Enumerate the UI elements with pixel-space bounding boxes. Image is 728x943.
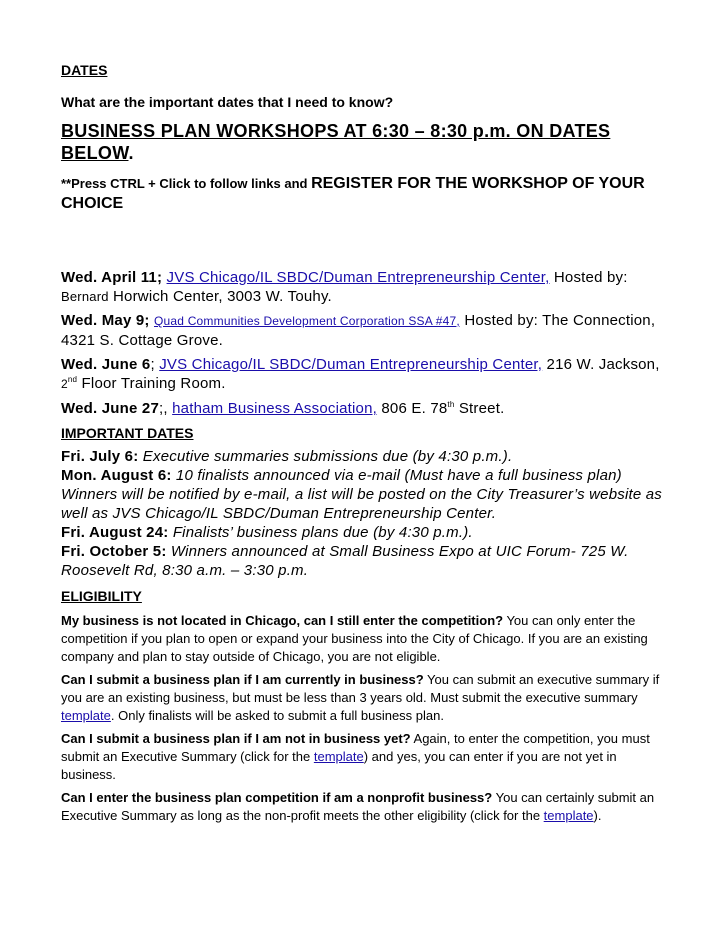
important-date-text: Finalists’ business plans due (by 4:30 p.m.). xyxy=(168,524,473,541)
event-date: Wed. April 11; xyxy=(61,269,163,286)
eligibility-answer: You can submit an executive summary if you are an existing business, but must be less than 3 years old. Must submit the executive summary xyxy=(61,672,660,705)
event-sep: ; xyxy=(150,356,155,373)
workshops-heading-text: BUSINESS PLAN WORKSHOPS AT 6:30 – 8:30 p.m. ON DATES BELOW xyxy=(61,121,611,163)
event-date: Wed. May 9; xyxy=(61,312,150,329)
event-address-sup: th xyxy=(447,400,455,409)
important-date-label: Fri. July 6: xyxy=(61,448,139,465)
event-june-27 xyxy=(61,399,673,418)
eligibility-heading: ELIGIBILITY xyxy=(61,588,142,604)
event-link-chatham[interactable]: hatham Business Association, xyxy=(172,400,378,417)
eligibility-answer: You can only enter the competition if you plan to open or expand your business into the City of Chicago. If you are an existing company and plan to stay outside of Chicago, you are not eligible. xyxy=(61,613,648,664)
event-host-label: Hosted by: The Connection, 4321 S. Cottage Grove. xyxy=(61,312,656,349)
template-link[interactable]: template xyxy=(543,808,594,823)
event-address-post: Street. xyxy=(454,400,505,417)
important-dates-list xyxy=(61,447,673,580)
event-link-jvs[interactable]: JVS Chicago/IL SBDC/Duman Entrepreneurship Center, xyxy=(166,269,550,286)
template-link[interactable]: template xyxy=(61,708,111,723)
event-april-11 xyxy=(61,268,673,306)
press-prefix: **Press CTRL + Click to follow links and xyxy=(61,176,312,191)
important-date-item xyxy=(61,466,673,523)
eligibility-answer: You can certainly submit an Executive Summary as long as the non-profit meets the other eligibility (click for the xyxy=(61,790,655,823)
event-link-jvs[interactable]: JVS Chicago/IL SBDC/Duman Entrepreneurship Center, xyxy=(159,356,543,373)
eligibility-question: Can I submit a business plan if I am not in business yet? xyxy=(61,731,411,746)
important-date-item xyxy=(61,447,673,466)
press-instruction xyxy=(61,174,673,214)
eligibility-answer-after: . Only finalists will be asked to submit a full business plan. xyxy=(110,708,444,723)
important-date-text: Winners announced at Small Business Expo at UIC Forum- 725 W. Roosevelt Rd, 8:30 a.m. – 3:30 p.m. xyxy=(61,543,629,579)
eligibility-answer-after: ) and yes, you can enter if you are not yet in business. xyxy=(61,749,617,782)
event-sep: ;, xyxy=(159,400,168,417)
important-date-item xyxy=(61,542,673,580)
event-floor-sup: nd xyxy=(67,375,78,384)
document-page xyxy=(61,58,673,830)
event-floor-num: 2 xyxy=(61,377,68,391)
event-date: Wed. June 27 xyxy=(61,400,159,417)
eligibility-answer: Again, to enter the competition, you must submit an Executive Summary (click for the xyxy=(61,731,650,764)
important-date-label: Mon. August 6: xyxy=(61,467,172,484)
important-dates-heading: IMPORTANT DATES xyxy=(61,425,194,441)
important-date-label: Fri. October 5: xyxy=(61,543,167,560)
eligibility-item xyxy=(61,730,673,784)
event-address: 806 E. 78 xyxy=(377,400,448,417)
eligibility-question: Can I submit a business plan if I am currently in business? xyxy=(61,672,424,687)
event-floor-rest: Floor Training Room. xyxy=(77,375,226,392)
event-host-small: Bernard xyxy=(61,289,109,304)
press-suffix: REGISTER FOR THE WORKSHOP OF YOUR CHOICE xyxy=(61,175,645,212)
event-host-rest: Horwich Center, xyxy=(108,288,223,305)
eligibility-item xyxy=(61,671,673,725)
event-host-label: Hosted by: xyxy=(549,269,628,286)
important-date-item xyxy=(61,523,673,542)
event-address: 3003 W. Touhy. xyxy=(222,288,332,305)
important-date-text: Executive summaries submissions due (by 4:30 p.m.). xyxy=(138,448,513,465)
eligibility-list xyxy=(61,612,673,825)
workshop-events xyxy=(61,268,673,418)
event-address: 216 W. Jackson, xyxy=(542,356,660,373)
event-date: Wed. June 6 xyxy=(61,356,151,373)
workshops-heading xyxy=(61,120,673,164)
dates-heading: DATES xyxy=(61,62,108,78)
event-link-quad[interactable]: Quad Communities Development Corporation SSA #47, xyxy=(154,314,460,328)
workshops-heading-period: . xyxy=(128,143,134,163)
eligibility-question: My business is not located in Chicago, can I still enter the competition? xyxy=(61,613,504,628)
important-date-text: 10 finalists announced via e-mail (Must have a full business plan) Winners will be notified by e-mail, a list will be posted on the City Treasurer’s website as well as JVS Chicago/IL SBDC/Duman Entrepreneurship Center. xyxy=(61,467,663,522)
template-link[interactable]: template xyxy=(313,749,364,764)
eligibility-answer-after: ). xyxy=(593,808,602,823)
event-may-9 xyxy=(61,311,673,350)
event-june-6 xyxy=(61,355,673,394)
eligibility-item xyxy=(61,789,673,825)
eligibility-question: Can I enter the business plan competition if am a nonprofit business? xyxy=(61,790,493,805)
important-dates-question: What are the important dates that I need to know? xyxy=(61,94,394,110)
important-date-label: Fri. August 24: xyxy=(61,524,169,541)
eligibility-item xyxy=(61,612,673,666)
